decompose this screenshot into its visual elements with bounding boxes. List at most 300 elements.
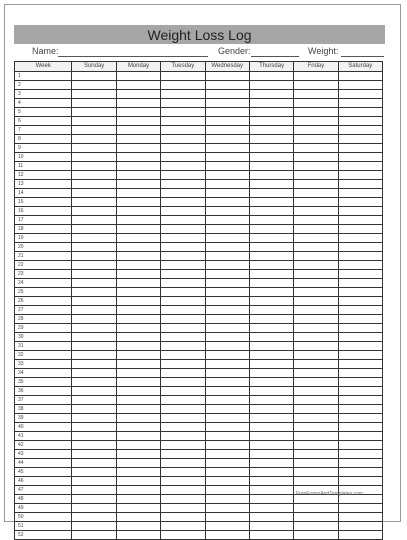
- entry-cell-monday[interactable]: [116, 216, 160, 225]
- entry-cell-saturday[interactable]: [338, 234, 382, 243]
- entry-cell-thursday[interactable]: [249, 90, 293, 99]
- entry-cell-monday[interactable]: [116, 387, 160, 396]
- entry-cell-sunday[interactable]: [72, 414, 116, 423]
- entry-cell-monday[interactable]: [116, 126, 160, 135]
- entry-cell-saturday[interactable]: [338, 99, 382, 108]
- entry-cell-friday[interactable]: [294, 468, 338, 477]
- entry-cell-sunday[interactable]: [72, 423, 116, 432]
- entry-cell-thursday[interactable]: [249, 441, 293, 450]
- entry-cell-friday[interactable]: [294, 414, 338, 423]
- entry-cell-friday[interactable]: [294, 297, 338, 306]
- entry-cell-tuesday[interactable]: [161, 162, 205, 171]
- entry-cell-wednesday[interactable]: [205, 360, 249, 369]
- entry-cell-monday[interactable]: [116, 306, 160, 315]
- entry-cell-monday[interactable]: [116, 477, 160, 486]
- entry-cell-thursday[interactable]: [249, 225, 293, 234]
- entry-cell-thursday[interactable]: [249, 522, 293, 531]
- entry-cell-saturday[interactable]: [338, 459, 382, 468]
- entry-cell-thursday[interactable]: [249, 360, 293, 369]
- entry-cell-wednesday[interactable]: [205, 414, 249, 423]
- entry-cell-friday[interactable]: [294, 441, 338, 450]
- entry-cell-saturday[interactable]: [338, 423, 382, 432]
- entry-cell-saturday[interactable]: [338, 360, 382, 369]
- entry-cell-saturday[interactable]: [338, 162, 382, 171]
- entry-cell-friday[interactable]: [294, 522, 338, 531]
- entry-cell-thursday[interactable]: [249, 171, 293, 180]
- entry-cell-friday[interactable]: [294, 144, 338, 153]
- entry-cell-thursday[interactable]: [249, 414, 293, 423]
- entry-cell-tuesday[interactable]: [161, 135, 205, 144]
- entry-cell-sunday[interactable]: [72, 360, 116, 369]
- entry-cell-tuesday[interactable]: [161, 108, 205, 117]
- entry-cell-wednesday[interactable]: [205, 432, 249, 441]
- entry-cell-tuesday[interactable]: [161, 306, 205, 315]
- entry-cell-sunday[interactable]: [72, 81, 116, 90]
- entry-cell-tuesday[interactable]: [161, 225, 205, 234]
- entry-cell-friday[interactable]: [294, 225, 338, 234]
- entry-cell-sunday[interactable]: [72, 288, 116, 297]
- entry-cell-monday[interactable]: [116, 369, 160, 378]
- entry-cell-wednesday[interactable]: [205, 531, 249, 540]
- entry-cell-thursday[interactable]: [249, 333, 293, 342]
- entry-cell-tuesday[interactable]: [161, 423, 205, 432]
- entry-cell-saturday[interactable]: [338, 504, 382, 513]
- entry-cell-sunday[interactable]: [72, 108, 116, 117]
- entry-cell-monday[interactable]: [116, 135, 160, 144]
- entry-cell-sunday[interactable]: [72, 279, 116, 288]
- entry-cell-saturday[interactable]: [338, 144, 382, 153]
- entry-cell-friday[interactable]: [294, 288, 338, 297]
- entry-cell-tuesday[interactable]: [161, 351, 205, 360]
- entry-cell-sunday[interactable]: [72, 207, 116, 216]
- entry-cell-wednesday[interactable]: [205, 378, 249, 387]
- entry-cell-monday[interactable]: [116, 234, 160, 243]
- entry-cell-saturday[interactable]: [338, 270, 382, 279]
- entry-cell-monday[interactable]: [116, 252, 160, 261]
- entry-cell-wednesday[interactable]: [205, 198, 249, 207]
- entry-cell-monday[interactable]: [116, 504, 160, 513]
- entry-cell-thursday[interactable]: [249, 81, 293, 90]
- entry-cell-sunday[interactable]: [72, 90, 116, 99]
- entry-cell-saturday[interactable]: [338, 387, 382, 396]
- entry-cell-saturday[interactable]: [338, 450, 382, 459]
- entry-cell-wednesday[interactable]: [205, 369, 249, 378]
- entry-cell-thursday[interactable]: [249, 108, 293, 117]
- entry-cell-friday[interactable]: [294, 270, 338, 279]
- entry-cell-wednesday[interactable]: [205, 252, 249, 261]
- entry-cell-tuesday[interactable]: [161, 270, 205, 279]
- entry-cell-sunday[interactable]: [72, 216, 116, 225]
- entry-cell-wednesday[interactable]: [205, 333, 249, 342]
- entry-cell-wednesday[interactable]: [205, 135, 249, 144]
- entry-cell-saturday[interactable]: [338, 189, 382, 198]
- entry-cell-thursday[interactable]: [249, 261, 293, 270]
- entry-cell-saturday[interactable]: [338, 333, 382, 342]
- entry-cell-tuesday[interactable]: [161, 441, 205, 450]
- entry-cell-sunday[interactable]: [72, 450, 116, 459]
- entry-cell-friday[interactable]: [294, 459, 338, 468]
- entry-cell-saturday[interactable]: [338, 531, 382, 540]
- entry-cell-sunday[interactable]: [72, 198, 116, 207]
- entry-cell-monday[interactable]: [116, 279, 160, 288]
- entry-cell-wednesday[interactable]: [205, 513, 249, 522]
- entry-cell-friday[interactable]: [294, 189, 338, 198]
- entry-cell-monday[interactable]: [116, 486, 160, 495]
- entry-cell-friday[interactable]: [294, 378, 338, 387]
- entry-cell-saturday[interactable]: [338, 225, 382, 234]
- entry-cell-sunday[interactable]: [72, 225, 116, 234]
- entry-cell-sunday[interactable]: [72, 342, 116, 351]
- entry-cell-thursday[interactable]: [249, 306, 293, 315]
- entry-cell-wednesday[interactable]: [205, 396, 249, 405]
- entry-cell-friday[interactable]: [294, 504, 338, 513]
- entry-cell-monday[interactable]: [116, 360, 160, 369]
- entry-cell-thursday[interactable]: [249, 234, 293, 243]
- entry-cell-tuesday[interactable]: [161, 486, 205, 495]
- entry-cell-tuesday[interactable]: [161, 405, 205, 414]
- entry-cell-thursday[interactable]: [249, 180, 293, 189]
- entry-cell-tuesday[interactable]: [161, 216, 205, 225]
- entry-cell-saturday[interactable]: [338, 477, 382, 486]
- entry-cell-monday[interactable]: [116, 315, 160, 324]
- name-field[interactable]: [58, 56, 208, 57]
- entry-cell-thursday[interactable]: [249, 72, 293, 81]
- entry-cell-friday[interactable]: [294, 135, 338, 144]
- entry-cell-thursday[interactable]: [249, 486, 293, 495]
- entry-cell-saturday[interactable]: [338, 279, 382, 288]
- entry-cell-tuesday[interactable]: [161, 243, 205, 252]
- entry-cell-tuesday[interactable]: [161, 333, 205, 342]
- entry-cell-sunday[interactable]: [72, 441, 116, 450]
- entry-cell-thursday[interactable]: [249, 135, 293, 144]
- entry-cell-saturday[interactable]: [338, 396, 382, 405]
- entry-cell-thursday[interactable]: [249, 207, 293, 216]
- entry-cell-thursday[interactable]: [249, 396, 293, 405]
- entry-cell-thursday[interactable]: [249, 315, 293, 324]
- entry-cell-friday[interactable]: [294, 108, 338, 117]
- entry-cell-wednesday[interactable]: [205, 234, 249, 243]
- entry-cell-saturday[interactable]: [338, 369, 382, 378]
- entry-cell-wednesday[interactable]: [205, 405, 249, 414]
- entry-cell-sunday[interactable]: [72, 369, 116, 378]
- entry-cell-sunday[interactable]: [72, 513, 116, 522]
- entry-cell-wednesday[interactable]: [205, 450, 249, 459]
- entry-cell-saturday[interactable]: [338, 216, 382, 225]
- entry-cell-saturday[interactable]: [338, 261, 382, 270]
- entry-cell-monday[interactable]: [116, 432, 160, 441]
- entry-cell-monday[interactable]: [116, 270, 160, 279]
- entry-cell-tuesday[interactable]: [161, 342, 205, 351]
- entry-cell-tuesday[interactable]: [161, 450, 205, 459]
- entry-cell-saturday[interactable]: [338, 207, 382, 216]
- entry-cell-friday[interactable]: [294, 153, 338, 162]
- entry-cell-wednesday[interactable]: [205, 108, 249, 117]
- entry-cell-monday[interactable]: [116, 225, 160, 234]
- weight-field[interactable]: [341, 56, 384, 57]
- entry-cell-tuesday[interactable]: [161, 432, 205, 441]
- entry-cell-friday[interactable]: [294, 306, 338, 315]
- entry-cell-wednesday[interactable]: [205, 495, 249, 504]
- entry-cell-saturday[interactable]: [338, 378, 382, 387]
- entry-cell-wednesday[interactable]: [205, 468, 249, 477]
- entry-cell-monday[interactable]: [116, 495, 160, 504]
- entry-cell-thursday[interactable]: [249, 513, 293, 522]
- entry-cell-saturday[interactable]: [338, 441, 382, 450]
- entry-cell-sunday[interactable]: [72, 324, 116, 333]
- entry-cell-monday[interactable]: [116, 522, 160, 531]
- entry-cell-wednesday[interactable]: [205, 90, 249, 99]
- entry-cell-saturday[interactable]: [338, 171, 382, 180]
- entry-cell-monday[interactable]: [116, 72, 160, 81]
- entry-cell-wednesday[interactable]: [205, 126, 249, 135]
- entry-cell-thursday[interactable]: [249, 153, 293, 162]
- entry-cell-friday[interactable]: [294, 198, 338, 207]
- entry-cell-friday[interactable]: [294, 432, 338, 441]
- entry-cell-sunday[interactable]: [72, 117, 116, 126]
- entry-cell-friday[interactable]: [294, 324, 338, 333]
- entry-cell-saturday[interactable]: [338, 108, 382, 117]
- entry-cell-saturday[interactable]: [338, 72, 382, 81]
- entry-cell-saturday[interactable]: [338, 135, 382, 144]
- entry-cell-wednesday[interactable]: [205, 225, 249, 234]
- entry-cell-saturday[interactable]: [338, 432, 382, 441]
- entry-cell-tuesday[interactable]: [161, 315, 205, 324]
- entry-cell-saturday[interactable]: [338, 405, 382, 414]
- entry-cell-friday[interactable]: [294, 216, 338, 225]
- entry-cell-monday[interactable]: [116, 459, 160, 468]
- entry-cell-sunday[interactable]: [72, 477, 116, 486]
- entry-cell-tuesday[interactable]: [161, 72, 205, 81]
- entry-cell-sunday[interactable]: [72, 405, 116, 414]
- entry-cell-wednesday[interactable]: [205, 243, 249, 252]
- entry-cell-saturday[interactable]: [338, 198, 382, 207]
- entry-cell-monday[interactable]: [116, 441, 160, 450]
- entry-cell-sunday[interactable]: [72, 180, 116, 189]
- entry-cell-tuesday[interactable]: [161, 189, 205, 198]
- entry-cell-saturday[interactable]: [338, 288, 382, 297]
- entry-cell-friday[interactable]: [294, 279, 338, 288]
- entry-cell-thursday[interactable]: [249, 459, 293, 468]
- entry-cell-friday[interactable]: [294, 513, 338, 522]
- entry-cell-sunday[interactable]: [72, 432, 116, 441]
- entry-cell-sunday[interactable]: [72, 333, 116, 342]
- entry-cell-sunday[interactable]: [72, 468, 116, 477]
- entry-cell-monday[interactable]: [116, 333, 160, 342]
- entry-cell-sunday[interactable]: [72, 99, 116, 108]
- entry-cell-friday[interactable]: [294, 477, 338, 486]
- entry-cell-saturday[interactable]: [338, 153, 382, 162]
- entry-cell-wednesday[interactable]: [205, 153, 249, 162]
- entry-cell-thursday[interactable]: [249, 198, 293, 207]
- entry-cell-friday[interactable]: [294, 234, 338, 243]
- entry-cell-tuesday[interactable]: [161, 360, 205, 369]
- entry-cell-thursday[interactable]: [249, 351, 293, 360]
- entry-cell-tuesday[interactable]: [161, 171, 205, 180]
- entry-cell-tuesday[interactable]: [161, 288, 205, 297]
- entry-cell-sunday[interactable]: [72, 261, 116, 270]
- entry-cell-sunday[interactable]: [72, 531, 116, 540]
- entry-cell-thursday[interactable]: [249, 270, 293, 279]
- entry-cell-monday[interactable]: [116, 288, 160, 297]
- entry-cell-monday[interactable]: [116, 378, 160, 387]
- entry-cell-tuesday[interactable]: [161, 414, 205, 423]
- entry-cell-sunday[interactable]: [72, 144, 116, 153]
- entry-cell-tuesday[interactable]: [161, 207, 205, 216]
- entry-cell-wednesday[interactable]: [205, 99, 249, 108]
- entry-cell-sunday[interactable]: [72, 135, 116, 144]
- entry-cell-tuesday[interactable]: [161, 396, 205, 405]
- entry-cell-monday[interactable]: [116, 531, 160, 540]
- entry-cell-thursday[interactable]: [249, 324, 293, 333]
- entry-cell-tuesday[interactable]: [161, 378, 205, 387]
- entry-cell-tuesday[interactable]: [161, 495, 205, 504]
- entry-cell-sunday[interactable]: [72, 396, 116, 405]
- entry-cell-thursday[interactable]: [249, 162, 293, 171]
- entry-cell-wednesday[interactable]: [205, 522, 249, 531]
- entry-cell-saturday[interactable]: [338, 522, 382, 531]
- entry-cell-monday[interactable]: [116, 243, 160, 252]
- entry-cell-tuesday[interactable]: [161, 81, 205, 90]
- entry-cell-friday[interactable]: [294, 243, 338, 252]
- entry-cell-thursday[interactable]: [249, 450, 293, 459]
- entry-cell-friday[interactable]: [294, 81, 338, 90]
- entry-cell-thursday[interactable]: [249, 252, 293, 261]
- entry-cell-friday[interactable]: [294, 117, 338, 126]
- entry-cell-tuesday[interactable]: [161, 117, 205, 126]
- entry-cell-saturday[interactable]: [338, 468, 382, 477]
- entry-cell-friday[interactable]: [294, 261, 338, 270]
- entry-cell-monday[interactable]: [116, 117, 160, 126]
- entry-cell-monday[interactable]: [116, 198, 160, 207]
- entry-cell-sunday[interactable]: [72, 486, 116, 495]
- entry-cell-friday[interactable]: [294, 315, 338, 324]
- entry-cell-monday[interactable]: [116, 189, 160, 198]
- entry-cell-thursday[interactable]: [249, 504, 293, 513]
- entry-cell-tuesday[interactable]: [161, 504, 205, 513]
- entry-cell-thursday[interactable]: [249, 279, 293, 288]
- entry-cell-saturday[interactable]: [338, 324, 382, 333]
- entry-cell-tuesday[interactable]: [161, 468, 205, 477]
- entry-cell-friday[interactable]: [294, 387, 338, 396]
- entry-cell-tuesday[interactable]: [161, 144, 205, 153]
- entry-cell-monday[interactable]: [116, 180, 160, 189]
- entry-cell-wednesday[interactable]: [205, 477, 249, 486]
- entry-cell-monday[interactable]: [116, 171, 160, 180]
- entry-cell-friday[interactable]: [294, 342, 338, 351]
- entry-cell-monday[interactable]: [116, 396, 160, 405]
- entry-cell-saturday[interactable]: [338, 414, 382, 423]
- entry-cell-tuesday[interactable]: [161, 279, 205, 288]
- entry-cell-tuesday[interactable]: [161, 477, 205, 486]
- entry-cell-sunday[interactable]: [72, 297, 116, 306]
- entry-cell-saturday[interactable]: [338, 513, 382, 522]
- entry-cell-sunday[interactable]: [72, 126, 116, 135]
- entry-cell-saturday[interactable]: [338, 81, 382, 90]
- entry-cell-sunday[interactable]: [72, 171, 116, 180]
- entry-cell-thursday[interactable]: [249, 342, 293, 351]
- entry-cell-sunday[interactable]: [72, 189, 116, 198]
- entry-cell-thursday[interactable]: [249, 378, 293, 387]
- entry-cell-monday[interactable]: [116, 81, 160, 90]
- entry-cell-sunday[interactable]: [72, 495, 116, 504]
- entry-cell-monday[interactable]: [116, 90, 160, 99]
- entry-cell-wednesday[interactable]: [205, 207, 249, 216]
- entry-cell-sunday[interactable]: [72, 153, 116, 162]
- entry-cell-monday[interactable]: [116, 108, 160, 117]
- entry-cell-thursday[interactable]: [249, 189, 293, 198]
- entry-cell-friday[interactable]: [294, 252, 338, 261]
- entry-cell-tuesday[interactable]: [161, 297, 205, 306]
- entry-cell-friday[interactable]: [294, 99, 338, 108]
- entry-cell-monday[interactable]: [116, 405, 160, 414]
- entry-cell-tuesday[interactable]: [161, 261, 205, 270]
- entry-cell-friday[interactable]: [294, 531, 338, 540]
- gender-field[interactable]: [251, 56, 299, 57]
- entry-cell-saturday[interactable]: [338, 342, 382, 351]
- entry-cell-saturday[interactable]: [338, 90, 382, 99]
- entry-cell-friday[interactable]: [294, 333, 338, 342]
- entry-cell-wednesday[interactable]: [205, 342, 249, 351]
- entry-cell-friday[interactable]: [294, 90, 338, 99]
- entry-cell-sunday[interactable]: [72, 243, 116, 252]
- entry-cell-wednesday[interactable]: [205, 189, 249, 198]
- entry-cell-wednesday[interactable]: [205, 486, 249, 495]
- entry-cell-sunday[interactable]: [72, 378, 116, 387]
- entry-cell-thursday[interactable]: [249, 117, 293, 126]
- entry-cell-thursday[interactable]: [249, 531, 293, 540]
- entry-cell-wednesday[interactable]: [205, 144, 249, 153]
- entry-cell-thursday[interactable]: [249, 243, 293, 252]
- entry-cell-friday[interactable]: [294, 405, 338, 414]
- entry-cell-friday[interactable]: [294, 396, 338, 405]
- entry-cell-friday[interactable]: [294, 207, 338, 216]
- entry-cell-tuesday[interactable]: [161, 369, 205, 378]
- entry-cell-tuesday[interactable]: [161, 513, 205, 522]
- entry-cell-monday[interactable]: [116, 468, 160, 477]
- entry-cell-saturday[interactable]: [338, 252, 382, 261]
- entry-cell-tuesday[interactable]: [161, 153, 205, 162]
- entry-cell-wednesday[interactable]: [205, 261, 249, 270]
- entry-cell-friday[interactable]: [294, 351, 338, 360]
- entry-cell-tuesday[interactable]: [161, 387, 205, 396]
- entry-cell-friday[interactable]: [294, 450, 338, 459]
- entry-cell-monday[interactable]: [116, 423, 160, 432]
- entry-cell-tuesday[interactable]: [161, 90, 205, 99]
- entry-cell-saturday[interactable]: [338, 297, 382, 306]
- entry-cell-thursday[interactable]: [249, 423, 293, 432]
- entry-cell-monday[interactable]: [116, 153, 160, 162]
- entry-cell-thursday[interactable]: [249, 216, 293, 225]
- entry-cell-tuesday[interactable]: [161, 252, 205, 261]
- entry-cell-wednesday[interactable]: [205, 216, 249, 225]
- entry-cell-thursday[interactable]: [249, 477, 293, 486]
- entry-cell-tuesday[interactable]: [161, 531, 205, 540]
- entry-cell-wednesday[interactable]: [205, 504, 249, 513]
- entry-cell-saturday[interactable]: [338, 126, 382, 135]
- entry-cell-friday[interactable]: [294, 126, 338, 135]
- entry-cell-wednesday[interactable]: [205, 351, 249, 360]
- entry-cell-thursday[interactable]: [249, 99, 293, 108]
- entry-cell-wednesday[interactable]: [205, 387, 249, 396]
- entry-cell-thursday[interactable]: [249, 144, 293, 153]
- entry-cell-sunday[interactable]: [72, 162, 116, 171]
- entry-cell-thursday[interactable]: [249, 387, 293, 396]
- entry-cell-saturday[interactable]: [338, 180, 382, 189]
- entry-cell-sunday[interactable]: [72, 459, 116, 468]
- entry-cell-monday[interactable]: [116, 342, 160, 351]
- entry-cell-sunday[interactable]: [72, 72, 116, 81]
- entry-cell-tuesday[interactable]: [161, 126, 205, 135]
